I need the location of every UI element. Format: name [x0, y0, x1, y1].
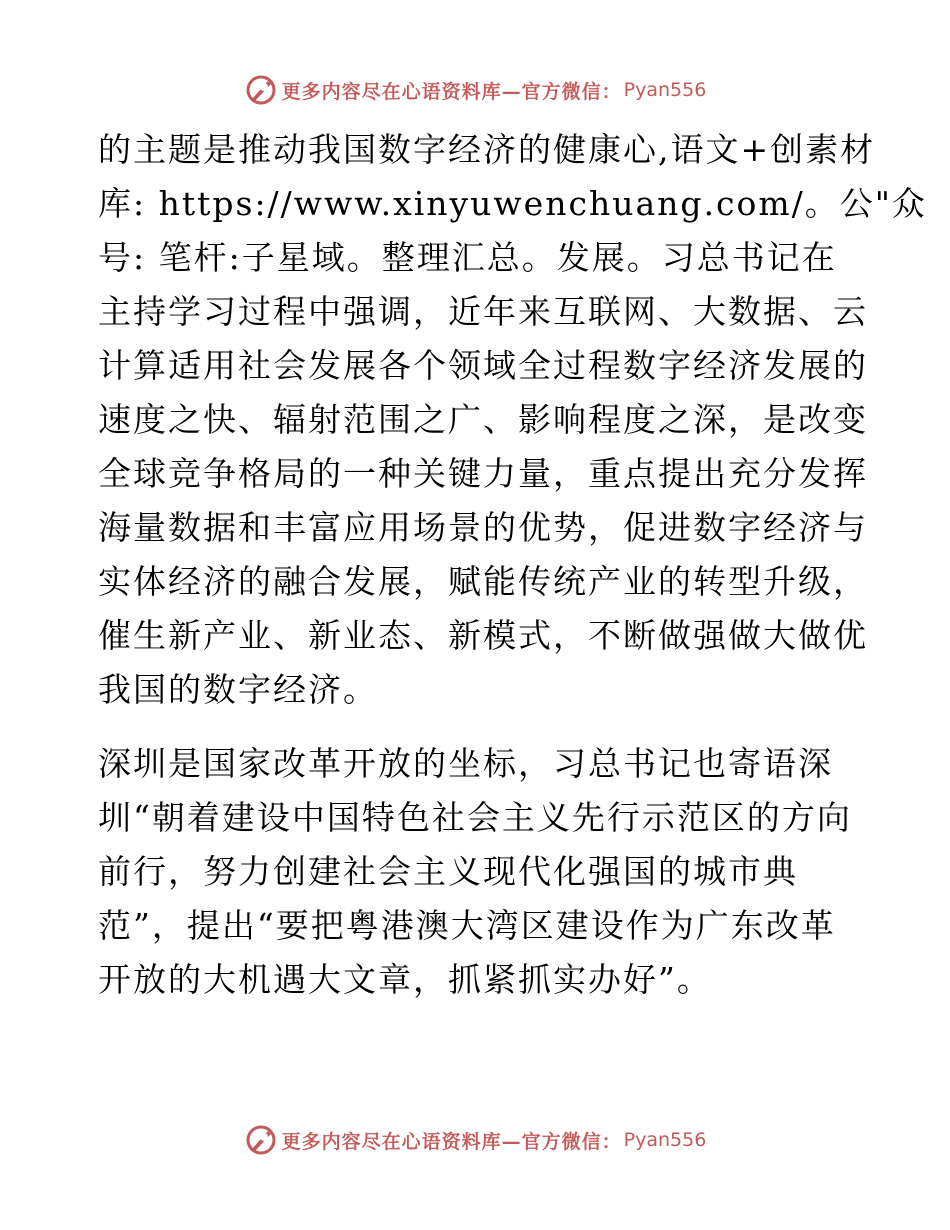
quill-logo-icon: [244, 73, 278, 107]
text-line: 我国的数字经济。: [98, 670, 378, 709]
text-line: 速度之快、辐射范围之广、影响程度之深，是改变: [98, 400, 868, 439]
text-line: 前行，努力创建社会主义现代化强国的城市典: [98, 852, 798, 891]
text-line: 催生新产业、新业态、新模式，不断做强做大做优: [98, 616, 868, 655]
text-line: 海量数据和丰富应用场景的优势，促进数字经济与: [98, 508, 868, 547]
text-line: 的主题是推动我国数字经济的健康心,语文+创素材: [98, 130, 876, 169]
text-line: 开放的大机遇大文章，抓紧抓实办好”。: [98, 960, 712, 999]
paragraph-1: [98, 123, 927, 717]
footer-watermark: [0, 1120, 950, 1160]
text-line: 深圳是国家改革开放的坐标，习总书记也寄语深: [98, 744, 833, 783]
text-line: 实体经济的融合发展，赋能传统产业的转型升级，: [98, 562, 868, 601]
text-line: 范”，提出“要把粤港澳大湾区建设作为广东改革: [98, 906, 836, 945]
text-line: 圳“朝着建设中国特色社会主义先行示范区的方向: [98, 798, 852, 837]
text-line: 库: https://www.xinyuwenchuang.com/。公"众: [98, 184, 927, 223]
header-watermark: [0, 70, 950, 110]
quill-logo-icon: [244, 1123, 278, 1157]
banner-text: 更多内容尽在心语资料库—官方微信：: [281, 80, 622, 103]
text-line: 号: 笔杆:子星域。整理汇总。发展。习总书记在: [98, 238, 837, 277]
banner-text: 更多内容尽在心语资料库—官方微信：: [281, 1130, 622, 1153]
banner-wechat-id: Pyan556: [623, 1129, 707, 1151]
document-body: [98, 123, 927, 1007]
text-line: 全球竞争格局的一种关键力量，重点提出充分发挥: [98, 454, 868, 493]
paragraph-2: [98, 737, 858, 1007]
paragraph-gap: [98, 717, 858, 737]
banner-wechat-id: Pyan556: [623, 79, 707, 101]
text-line: 主持学习过程中强调，近年来互联网、大数据、云: [98, 292, 868, 331]
text-line: 计算适用社会发展各个领域全过程数字经济发展的: [98, 346, 868, 385]
